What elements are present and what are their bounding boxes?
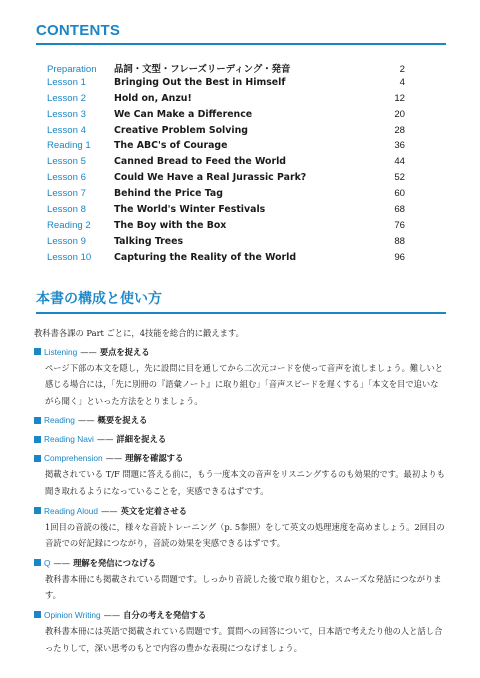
toc-title: Capturing the Reality of the World [114, 251, 297, 263]
usage-divider [36, 312, 446, 314]
usage-body [34, 325, 446, 659]
section-dash: —— [53, 557, 71, 568]
toc-title: We Can Make a Difference [114, 108, 253, 120]
toc-label: Lesson 9 [47, 235, 86, 247]
usage-section-heading [34, 431, 446, 447]
toc-row [47, 61, 405, 77]
usage-intro: 教科書各課の Part ごとに，4技能を総合的に鍛えます。 [34, 328, 244, 338]
toc-row [47, 140, 405, 156]
usage-section-heading [34, 503, 446, 519]
section-dash: —— [77, 415, 95, 426]
toc-title: 品詞・文型・フレーズリーディング・発音 [114, 64, 291, 75]
toc-row [47, 156, 405, 172]
toc-label: Preparation [47, 64, 97, 75]
toc-row [47, 188, 405, 204]
toc-row [47, 172, 405, 188]
toc-page-number: 44 [394, 156, 405, 168]
toc-row [47, 93, 405, 109]
section-description: 1回目の音読の後に，様々な音読トレーニング（p. 5参照）をして英文の処理速度を高めましょう。2回目の音読での好記録につながり，音読の効果を実感できるはずです。 [45, 521, 445, 549]
section-name: Q [44, 557, 51, 568]
section-subtitle: 概要を捉える [97, 415, 148, 426]
toc-row [47, 236, 405, 252]
usage-section [34, 344, 446, 410]
section-dash: —— [100, 505, 118, 516]
toc-page-number: 2 [399, 64, 405, 75]
toc-page-number: 36 [394, 140, 405, 152]
usage-section-heading [34, 555, 446, 571]
square-bullet-icon [34, 611, 41, 618]
toc-row [47, 252, 405, 268]
toc-page-number: 88 [394, 235, 405, 247]
section-name: Reading Aloud [44, 505, 98, 516]
toc-label: Reading 2 [47, 219, 91, 231]
usage-section-heading [34, 450, 446, 466]
contents-divider [36, 43, 446, 45]
section-name: Opinion Writing [44, 609, 101, 620]
toc-label: Lesson 8 [47, 204, 86, 216]
section-subtitle: 詳細を捉える [116, 434, 167, 445]
toc-title: Canned Bread to Feed the World [114, 156, 286, 168]
toc-page-number: 68 [394, 204, 405, 216]
usage-title: 本書の構成と使い方 [36, 291, 162, 307]
section-subtitle: 理解を発信につなげる [73, 557, 156, 568]
square-bullet-icon [34, 436, 41, 443]
table-of-contents [47, 61, 405, 268]
toc-title: Bringing Out the Best in Himself [114, 76, 286, 88]
section-subtitle: 要点を捉える [99, 346, 150, 357]
toc-row [47, 125, 405, 141]
section-name: Listening [44, 346, 78, 357]
toc-label: Lesson 5 [47, 156, 86, 168]
toc-page-number: 20 [394, 108, 405, 120]
square-bullet-icon [34, 417, 41, 424]
section-dash: —— [103, 609, 121, 620]
toc-label: Lesson 6 [47, 172, 86, 184]
usage-header [36, 288, 446, 314]
toc-row [47, 77, 405, 93]
square-bullet-icon [34, 507, 41, 514]
toc-label: Reading 1 [47, 140, 91, 152]
usage-section-heading [34, 607, 446, 623]
square-bullet-icon [34, 455, 41, 462]
section-description: 教科書本冊にも掲載されている問題です。しっかり音読した後で取り組むと，スムーズな発話につながります。 [45, 573, 442, 601]
usage-section-heading [34, 412, 446, 428]
toc-label: Lesson 4 [47, 124, 86, 136]
toc-row [47, 220, 405, 236]
section-name: Comprehension [44, 453, 103, 464]
square-bullet-icon [34, 348, 41, 355]
section-subtitle: 理解を確認する [125, 453, 184, 464]
toc-title: Creative Problem Solving [114, 124, 248, 136]
section-name: Reading [44, 415, 75, 426]
usage-sections [34, 344, 446, 657]
toc-label: Lesson 10 [47, 251, 92, 263]
toc-page-number: 52 [394, 172, 405, 184]
toc-row [47, 109, 405, 125]
usage-section-heading [34, 344, 446, 360]
toc-page-number: 4 [399, 76, 405, 88]
section-description: 教科書本冊には英語で掲載されている問題です。質問への回答について，日本語で考えたり他の人と話し合ったりして，深い思考のもとで内容の豊かな表現につなげましょう。 [45, 625, 443, 653]
toc-label: Lesson 7 [47, 188, 86, 200]
toc-label: Lesson 2 [47, 92, 86, 104]
toc-title: Talking Trees [114, 235, 184, 247]
square-bullet-icon [34, 559, 41, 566]
usage-section [34, 607, 446, 656]
toc-title: The World's Winter Festivals [114, 204, 266, 216]
section-description: ページ下部の本文を隠し，先に設問に目を通してから二次元コードを使って音声を流しましょう。難しいと感じる場合には，「先に別冊の『語彙ノート』に取り組む」「音声スピードを遅くする」「本文を目で追いながら聞く」といった方法をとりましょう。 [45, 362, 444, 406]
contents-title: CONTENTS [36, 22, 121, 39]
toc-page-number: 28 [394, 124, 405, 136]
section-dash: —— [80, 346, 97, 357]
toc-title: The ABC's of Courage [114, 140, 228, 152]
toc-label: Lesson 3 [47, 108, 86, 120]
section-name: Reading Navi [44, 434, 94, 445]
usage-section [34, 503, 446, 552]
toc-title: Could We Have a Real Jurassic Park? [114, 172, 307, 184]
usage-section [34, 450, 446, 499]
section-subtitle: 自分の考えを発信する [123, 609, 207, 620]
section-dash: —— [105, 453, 123, 464]
toc-title: The Boy with the Box [114, 219, 227, 231]
usage-section [34, 412, 446, 428]
toc-page-number: 12 [394, 92, 405, 104]
section-subtitle: 英文を定着させる [120, 505, 187, 516]
section-description: 掲載されている T/F 問題に答える前に，もう一度本文の音声をリスニングするのも効果的です。最初よりも聞き取れるようになっていることを，実感できるはずです。 [45, 469, 446, 496]
toc-title: Hold on, Anzu! [114, 92, 192, 104]
toc-page-number: 76 [394, 219, 405, 231]
toc-row [47, 204, 405, 220]
toc-label: Lesson 1 [47, 76, 86, 88]
toc-page-number: 60 [394, 188, 405, 200]
usage-section [34, 555, 446, 604]
usage-section [34, 431, 446, 447]
contents-header [36, 22, 446, 45]
toc-title: Behind the Price Tag [114, 188, 223, 200]
section-dash: —— [96, 434, 114, 445]
toc-page-number: 96 [394, 251, 405, 263]
